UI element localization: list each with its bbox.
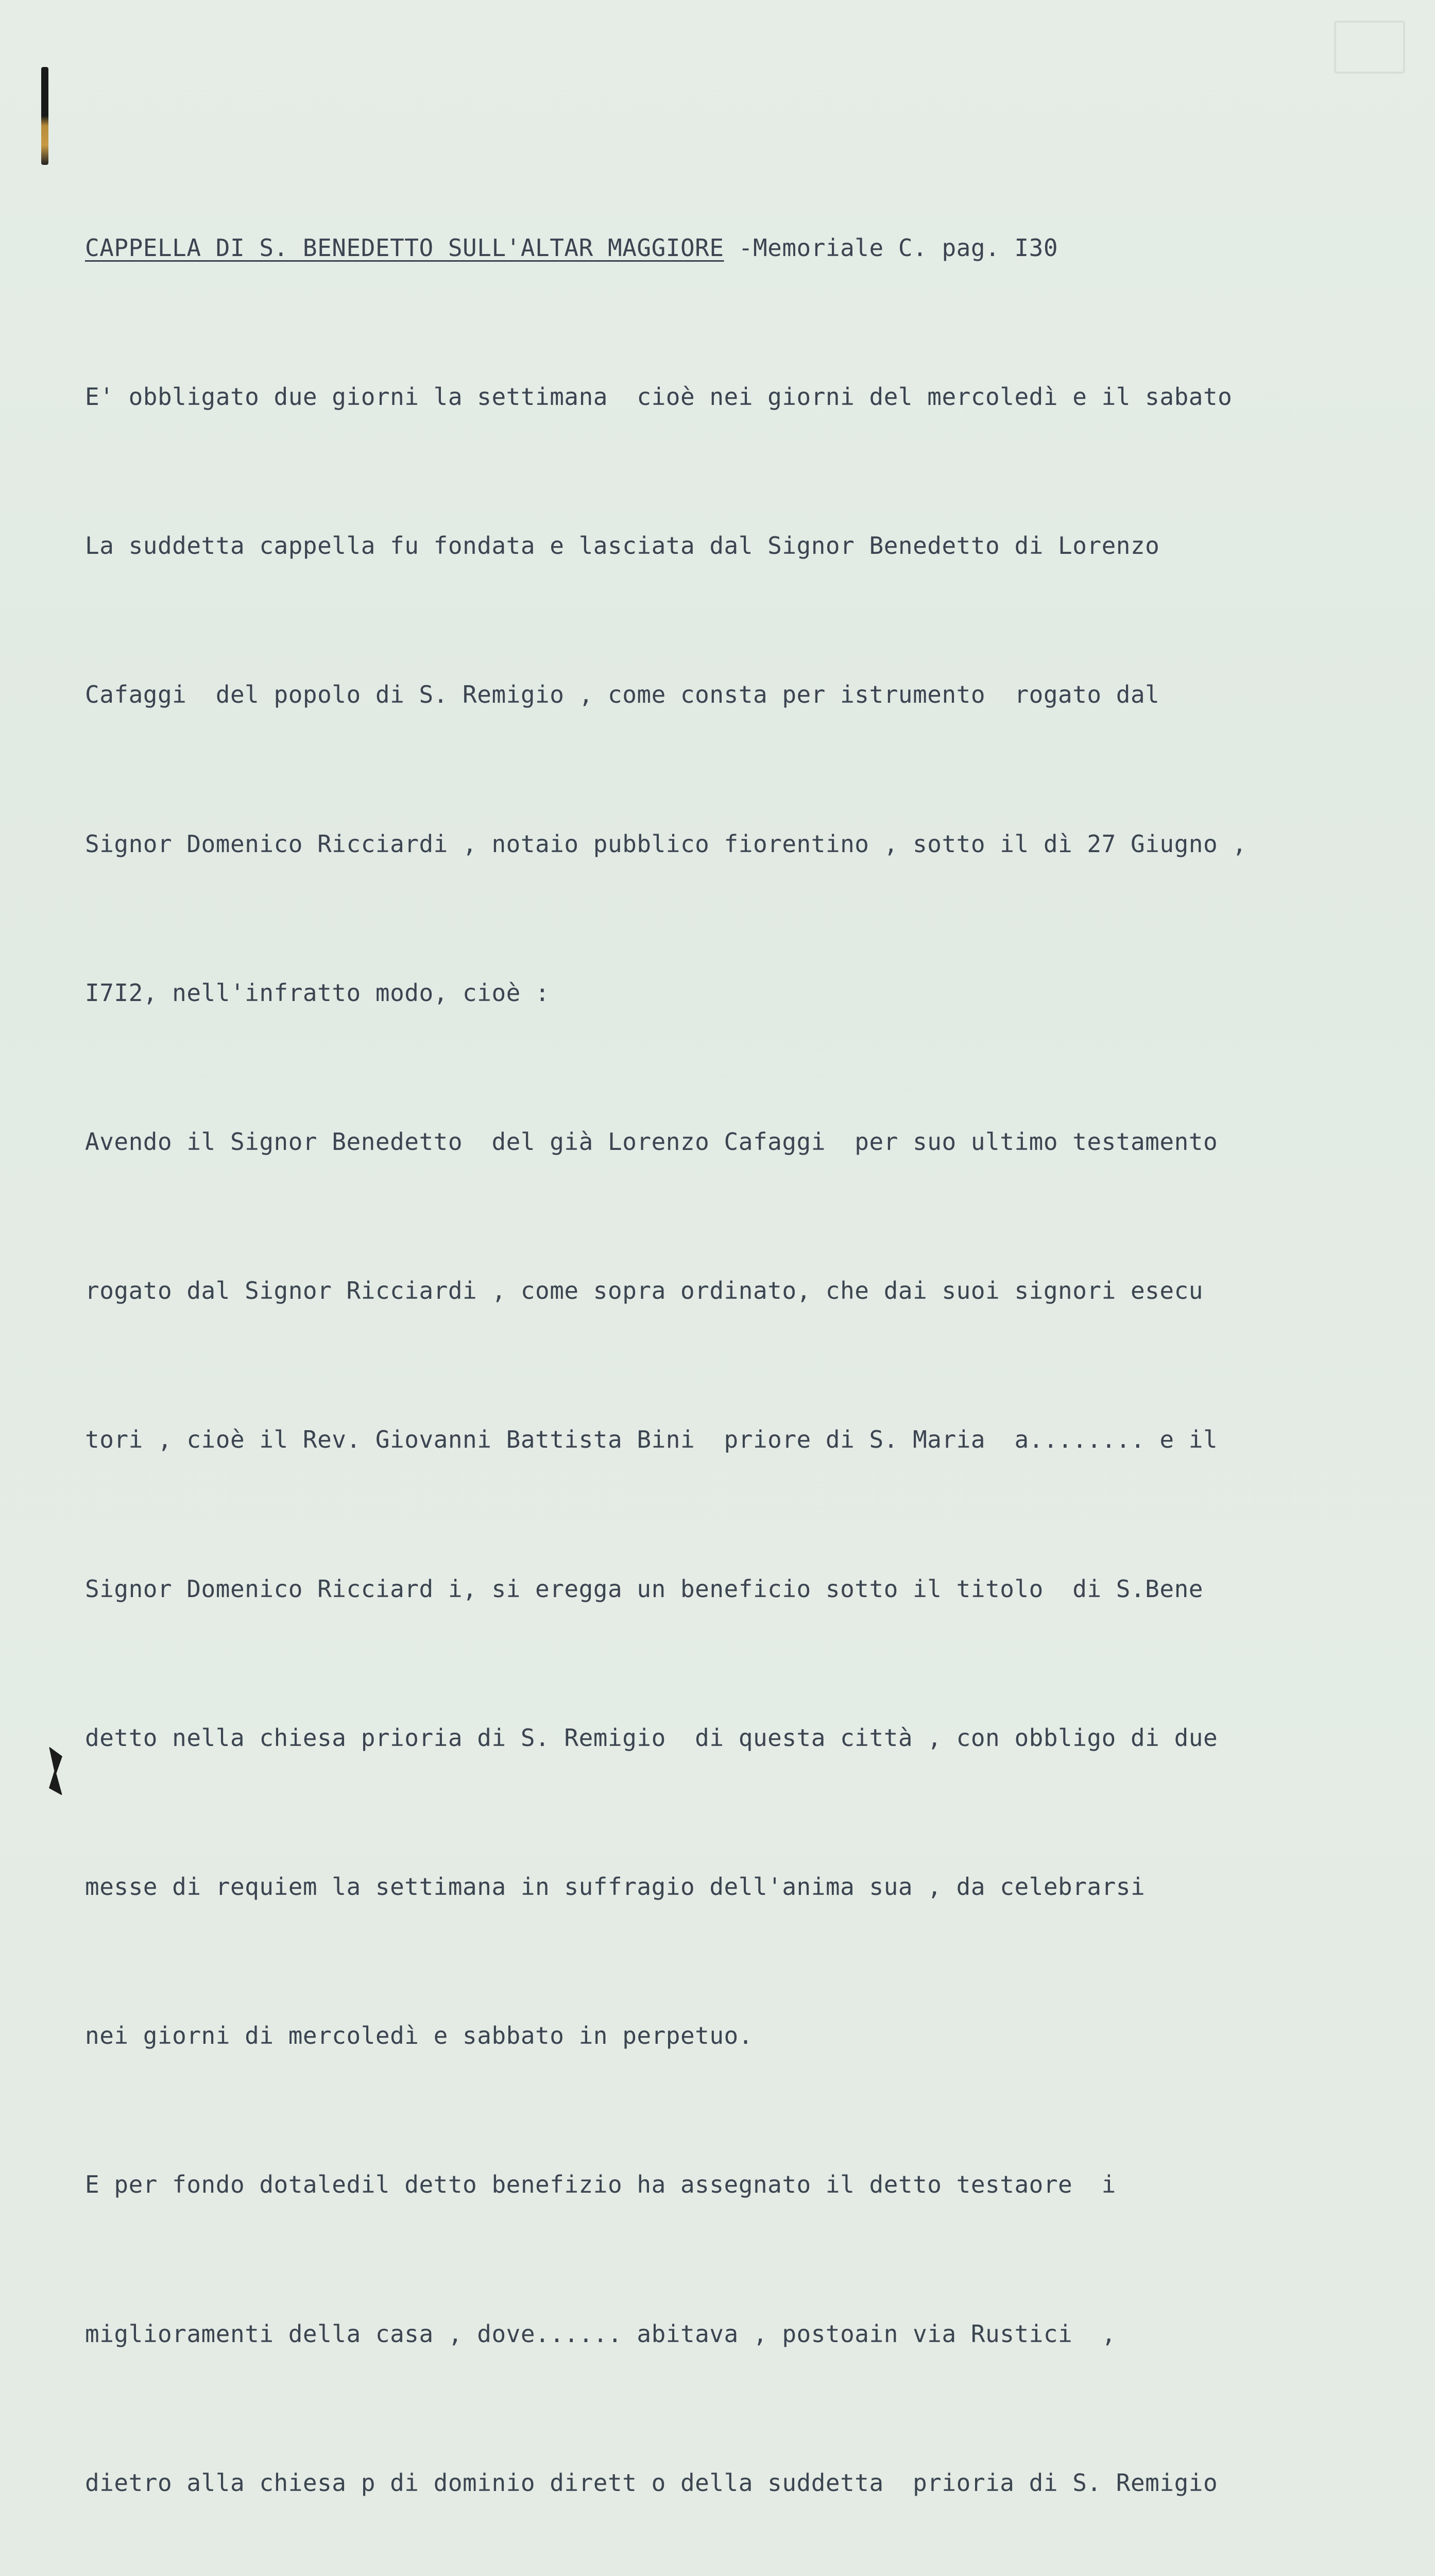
document-reference: -Memoriale C. pag. I30 [724,233,1058,262]
text-line: Avendo il Signor Benedetto del già Lorenzo Cafaggi per suo ultimo testamento [85,1128,1218,1156]
text-line: Signor Domenico Ricciard i, si eregga un beneficio sotto il titolo di S.Bene [85,1574,1203,1603]
text-line: dietro alla chiesa p di dominio dirett o della suddetta prioria di S. Remigio [85,2468,1218,2497]
text-line: La suddetta cappella fu fondata e lasciata dal Signor Benedetto di Lorenzo [85,532,1160,560]
binding-clip-bottom [49,1747,62,1795]
binding-clip-top [41,67,48,165]
text-line: rogato dal Signor Ricciardi , come sopra ordinato, che dai suoi signori esecu [85,1277,1203,1305]
text-line: E' obbligato due giorni la settimana cioè nei giorni del mercoledì e il sabato [85,383,1233,411]
text-line: nei giorni di mercoledì e sabbato in perpetuo. [85,2022,753,2050]
text-line: Signor Domenico Ricciardi , notaio pubblico fiorentino , sotto il dì 27 Giugno , [85,829,1247,858]
text-line: E per fondo dotaledil detto benefizio ha assegnato il detto testaore i [85,2171,1116,2199]
document-title: CAPPELLA DI S. BENEDETTO SULL'ALTAR MAGGIORE [85,233,724,262]
text-line: detto nella chiesa prioria di S. Remigio di questa città , con obbligo di due [85,1723,1218,1752]
text-line: miglioramenti della casa , dove...... abitava , postoain via Rustici , [85,2319,1116,2348]
corner-stamp-mark [1334,21,1405,74]
text-line: messe di requiem la settimana in suffragio dell'anima sua , da celebrarsi [85,1873,1146,1901]
heading-line [85,223,1424,273]
document-body [85,124,1424,2576]
text-line: I7I2, nell'infratto modo, cioè : [85,978,550,1007]
text-line: Cafaggi del popolo di S. Remigio , come consta per istrumento rogato dal [85,681,1160,709]
text-line: tori , cioè il Rev. Giovanni Battista Bini priore di S. Maria a........ e il [85,1426,1218,1454]
